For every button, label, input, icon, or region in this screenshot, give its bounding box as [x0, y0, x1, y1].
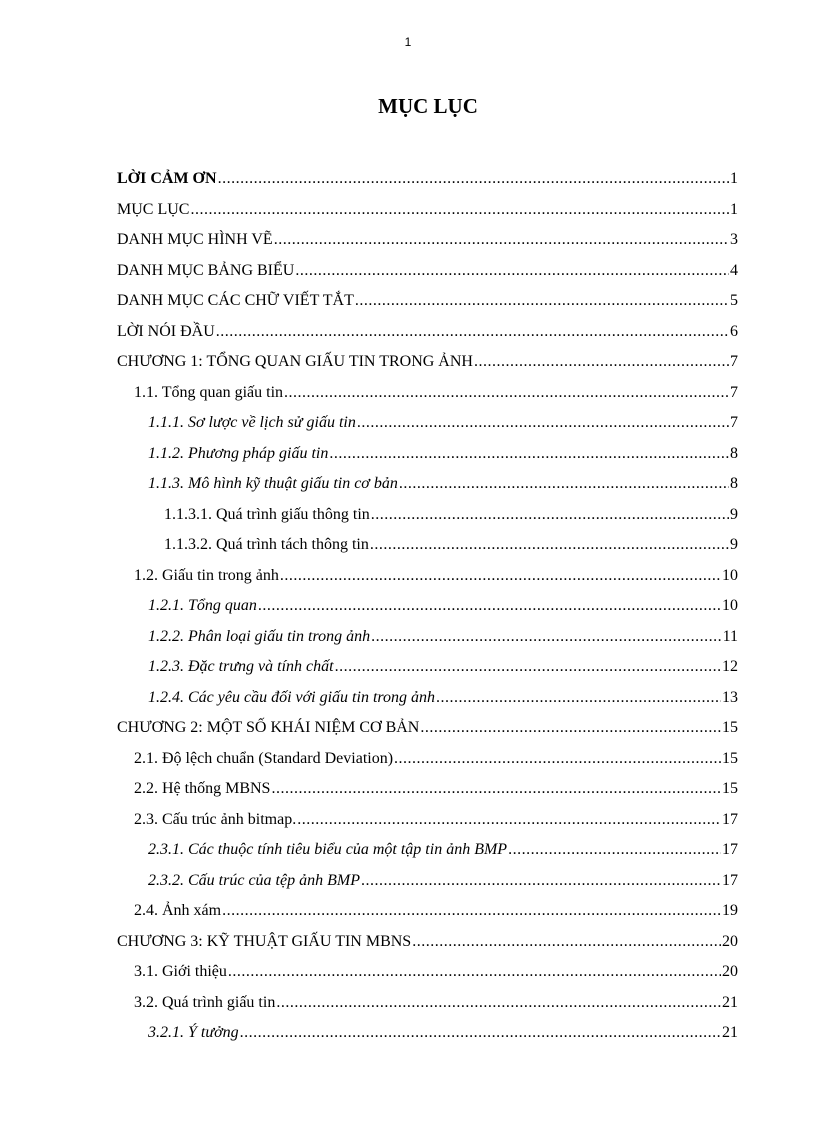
- toc-entry-label: MỤC LỤC: [117, 200, 190, 218]
- toc-leader-dots: [357, 408, 729, 439]
- toc-entry[interactable]: [117, 530, 738, 561]
- toc-entry[interactable]: [117, 988, 738, 1019]
- toc-leader-dots: [240, 1018, 721, 1049]
- toc-entry[interactable]: [117, 652, 738, 683]
- toc-entry[interactable]: [117, 805, 738, 836]
- toc-entry-page: 1: [730, 170, 738, 187]
- toc-entry[interactable]: [117, 835, 738, 866]
- toc-leader-dots: [216, 317, 729, 348]
- toc-entry-page: 10: [722, 597, 738, 614]
- toc-entry-label: DANH MỤC HÌNH VẼ: [117, 231, 273, 248]
- toc-leader-dots: [474, 347, 729, 378]
- toc-entry-page: 13: [722, 688, 738, 706]
- toc-entry-page: 15: [722, 749, 738, 767]
- toc-entry-label: 1.2.3. Đặc trưng và tính chất: [148, 658, 334, 675]
- toc-entry-label: 2.2. Hệ thống MBNS: [134, 780, 271, 797]
- toc-entry-page: 15: [722, 780, 738, 797]
- toc-leader-dots: [370, 530, 729, 561]
- toc-entry[interactable]: [117, 774, 738, 805]
- toc-title: MỤC LỤC: [378, 94, 478, 118]
- toc-entry-page: 5: [730, 292, 738, 309]
- toc-entry-label: 1.2.1. Tổng quan: [148, 597, 257, 614]
- toc-entry[interactable]: [117, 225, 738, 256]
- toc-entry[interactable]: [117, 957, 738, 988]
- toc-entry-label: 1.1. Tổng quan giấu tin: [134, 383, 284, 401]
- toc-entry-page: 10: [722, 566, 738, 584]
- toc-entry[interactable]: [117, 469, 738, 500]
- toc-entry[interactable]: [117, 164, 738, 195]
- toc-leader-dots: [399, 469, 729, 500]
- toc-entry[interactable]: [117, 1018, 738, 1049]
- toc-leader-dots: [508, 835, 721, 866]
- toc-entry-label: DANH MỤC BẢNG BIỂU: [117, 261, 295, 279]
- toc-leader-dots: [271, 774, 721, 805]
- toc-entry-page: 21: [722, 1024, 738, 1041]
- toc-entry[interactable]: [117, 744, 738, 775]
- toc-entry-page: 15: [722, 719, 738, 736]
- toc-entry-page: 1: [730, 200, 738, 218]
- toc-entry[interactable]: [117, 286, 738, 317]
- toc-leader-dots: [190, 195, 729, 226]
- toc-entry-label: LỜI NÓI ĐẦU: [117, 322, 215, 340]
- toc-entry[interactable]: [117, 347, 738, 378]
- toc-entry[interactable]: [117, 866, 738, 897]
- table-of-contents: [117, 164, 738, 1049]
- toc-leader-dots: [276, 988, 721, 1019]
- toc-entry-page: 9: [730, 536, 738, 553]
- toc-entry[interactable]: [117, 317, 738, 348]
- toc-entry-label: 1.2.2. Phân loại giấu tin trong ảnh: [148, 627, 371, 645]
- toc-entry-label: CHƯƠNG 2: MỘT SỐ KHÁI NIỆM CƠ BẢN: [117, 719, 420, 736]
- toc-leader-dots: [412, 927, 721, 958]
- toc-entry-page: 20: [722, 963, 738, 980]
- toc-leader-dots: [436, 683, 721, 714]
- toc-entry-label: 3.2.1. Ý tưởng: [148, 1024, 239, 1041]
- toc-entry-label: 1.1.3.1. Quá trình giấu thông tin: [164, 505, 370, 523]
- toc-leader-dots: [274, 225, 729, 256]
- toc-leader-dots: [335, 652, 721, 683]
- toc-entry[interactable]: [117, 622, 738, 653]
- toc-leader-dots: [297, 805, 721, 836]
- toc-entry[interactable]: [117, 408, 738, 439]
- toc-entry[interactable]: [117, 896, 738, 927]
- toc-leader-dots: [420, 713, 721, 744]
- toc-leader-dots: [295, 256, 729, 287]
- toc-entry-label: 3.1. Giới thiệu: [134, 963, 227, 980]
- toc-entry-label: 1.2. Giấu tin trong ảnh: [134, 566, 279, 584]
- toc-entry-page: 9: [730, 505, 738, 523]
- toc-entry-label: 1.1.1. Sơ lược về lịch sử giấu tin: [148, 414, 356, 431]
- toc-leader-dots: [371, 622, 722, 653]
- toc-entry[interactable]: [117, 591, 738, 622]
- toc-entry[interactable]: [117, 439, 738, 470]
- toc-leader-dots: [228, 957, 721, 988]
- toc-entry-label: 1.2.4. Các yêu cầu đối với giấu tin trong ảnh: [148, 688, 436, 706]
- toc-entry-page: 17: [722, 841, 738, 858]
- toc-entry-label: 1.1.3.2. Quá trình tách thông tin: [164, 536, 369, 553]
- toc-entry-page: 7: [730, 383, 738, 401]
- toc-leader-dots: [284, 378, 729, 409]
- toc-entry[interactable]: [117, 561, 738, 592]
- toc-entry-page: 7: [730, 414, 738, 431]
- toc-entry-label: 2.3. Cấu trúc ảnh bitmap.: [134, 810, 297, 828]
- toc-entry-label: LỜI CẢM ƠN: [117, 170, 217, 187]
- toc-entry[interactable]: [117, 927, 738, 958]
- toc-entry-label: 2.3.1. Các thuộc tính tiêu biểu của một tập tin ảnh BMP: [148, 841, 508, 858]
- toc-entry-page: 11: [722, 627, 738, 645]
- toc-entry-page: 8: [730, 475, 738, 492]
- toc-entry-label: 1.1.2. Phương pháp giấu tin: [148, 444, 329, 462]
- toc-entry-page: 17: [722, 810, 738, 828]
- toc-leader-dots: [361, 866, 721, 897]
- toc-entry-label: DANH MỤC CÁC CHỮ VIẾT TẮT: [117, 292, 354, 309]
- page-number: 1: [404, 35, 412, 49]
- toc-entry-page: 7: [730, 353, 738, 370]
- toc-entry-page: 19: [722, 902, 738, 919]
- toc-entry-label: 1.1.3. Mô hình kỹ thuật giấu tin cơ bản: [148, 475, 398, 492]
- toc-entry-label: 3.2. Quá trình giấu tin: [134, 993, 276, 1011]
- toc-entry-page: 4: [730, 261, 738, 279]
- toc-entry[interactable]: [117, 378, 738, 409]
- toc-entry-page: 17: [722, 871, 738, 889]
- toc-entry-page: 12: [722, 658, 738, 675]
- toc-entry-label: 2.1. Độ lệch chuẩn (Standard Deviation): [134, 749, 394, 767]
- toc-leader-dots: [394, 744, 721, 775]
- toc-entry-label: CHƯƠNG 3: KỸ THUẬT GIẤU TIN MBNS: [117, 932, 412, 950]
- toc-entry[interactable]: [117, 713, 738, 744]
- toc-leader-dots: [218, 164, 729, 195]
- toc-leader-dots: [329, 439, 729, 470]
- toc-entry[interactable]: [117, 256, 738, 287]
- toc-entry[interactable]: [117, 195, 738, 226]
- toc-leader-dots: [355, 286, 729, 317]
- toc-entry[interactable]: [117, 683, 738, 714]
- toc-entry-page: 6: [730, 322, 738, 340]
- toc-entry-label: 2.4. Ảnh xám: [134, 902, 222, 919]
- toc-entry-page: 21: [722, 993, 738, 1011]
- toc-leader-dots: [222, 896, 721, 927]
- toc-leader-dots: [280, 561, 721, 592]
- toc-entry-page: 3: [730, 231, 738, 248]
- toc-entry-page: 8: [730, 444, 738, 462]
- toc-leader-dots: [371, 500, 729, 531]
- toc-leader-dots: [258, 591, 721, 622]
- toc-entry-page: 20: [722, 932, 738, 950]
- toc-entry-label: 2.3.2. Cấu trúc của tệp ảnh BMP: [148, 871, 360, 889]
- toc-entry[interactable]: [117, 500, 738, 531]
- toc-entry-label: CHƯƠNG 1: TỔNG QUAN GIẤU TIN TRONG ẢNH: [117, 353, 473, 370]
